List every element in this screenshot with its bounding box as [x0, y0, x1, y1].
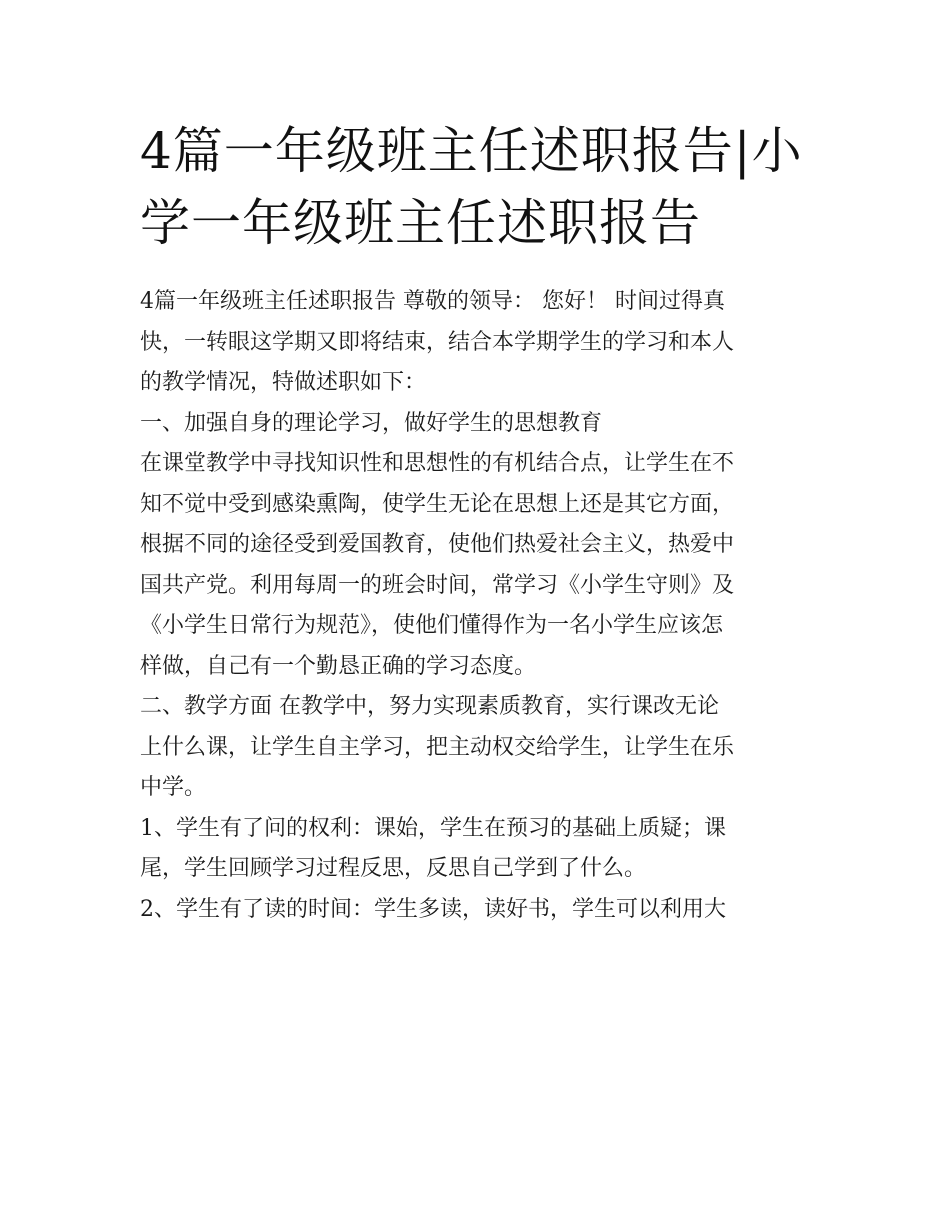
text-line: 尾，学生回顾学习过程反思，反思自己学到了什么。 [140, 856, 647, 881]
text-line: 知不觉中受到感染熏陶，使学生无论在思想上还是其它方面， [140, 491, 735, 517]
title-line: 4篇一年级班主任述职报告|小 [140, 122, 803, 180]
text-line: 快，一转眼这学期又即将结束，结合本学期学生的学习和本人 [140, 329, 735, 355]
text-line: 上什么课，让学生自主学习，把主动权交给学生，让学生在乐 [140, 734, 735, 760]
text-line: 1、学生有了问的权利：课始，学生在预习的基础上质疑；课 [140, 815, 726, 841]
list-item-2 [140, 890, 820, 931]
list-item-1 [140, 809, 820, 890]
text-line: 根据不同的途径受到爱国教育，使他们热爱社会主义，热爱中 [140, 532, 735, 557]
text-line: 国共产党。利用每周一的班会时间，常学习《小学生守则》及 [140, 572, 735, 598]
text-line: 2、学生有了读的时间：学生多读，读好书，学生可以利用大 [140, 896, 726, 922]
text-line: 样做，自己有一个勤恳正确的学习态度。 [140, 653, 537, 679]
text-line: 二、教学方面 在教学中，努力实现素质教育，实行课改无论 [140, 694, 719, 719]
paragraph-theory [140, 444, 820, 687]
section-heading-2 [140, 687, 820, 809]
text-line: 的教学情况，特做述职如下： [140, 370, 427, 395]
document-body [140, 282, 820, 930]
document-title [140, 115, 820, 259]
text-line: 中学。 [140, 775, 207, 800]
paragraph-intro [140, 282, 820, 404]
text-line: 一、加强自身的理论学习，做好学生的思想教育 [140, 410, 603, 436]
title-line: 学一年级班主任述职报告 [140, 194, 701, 252]
text-line: 《小学生日常行为规范》，使他们懂得作为一名小学生应该怎 [140, 613, 724, 638]
section-heading-1 [140, 404, 820, 445]
text-line: 在课堂教学中寻找知识性和思想性的有机结合点，让学生在不 [140, 451, 735, 476]
text-line: 4篇一年级班主任述职报告 尊敬的领导： 您好！ 时间过得真 [140, 289, 725, 314]
